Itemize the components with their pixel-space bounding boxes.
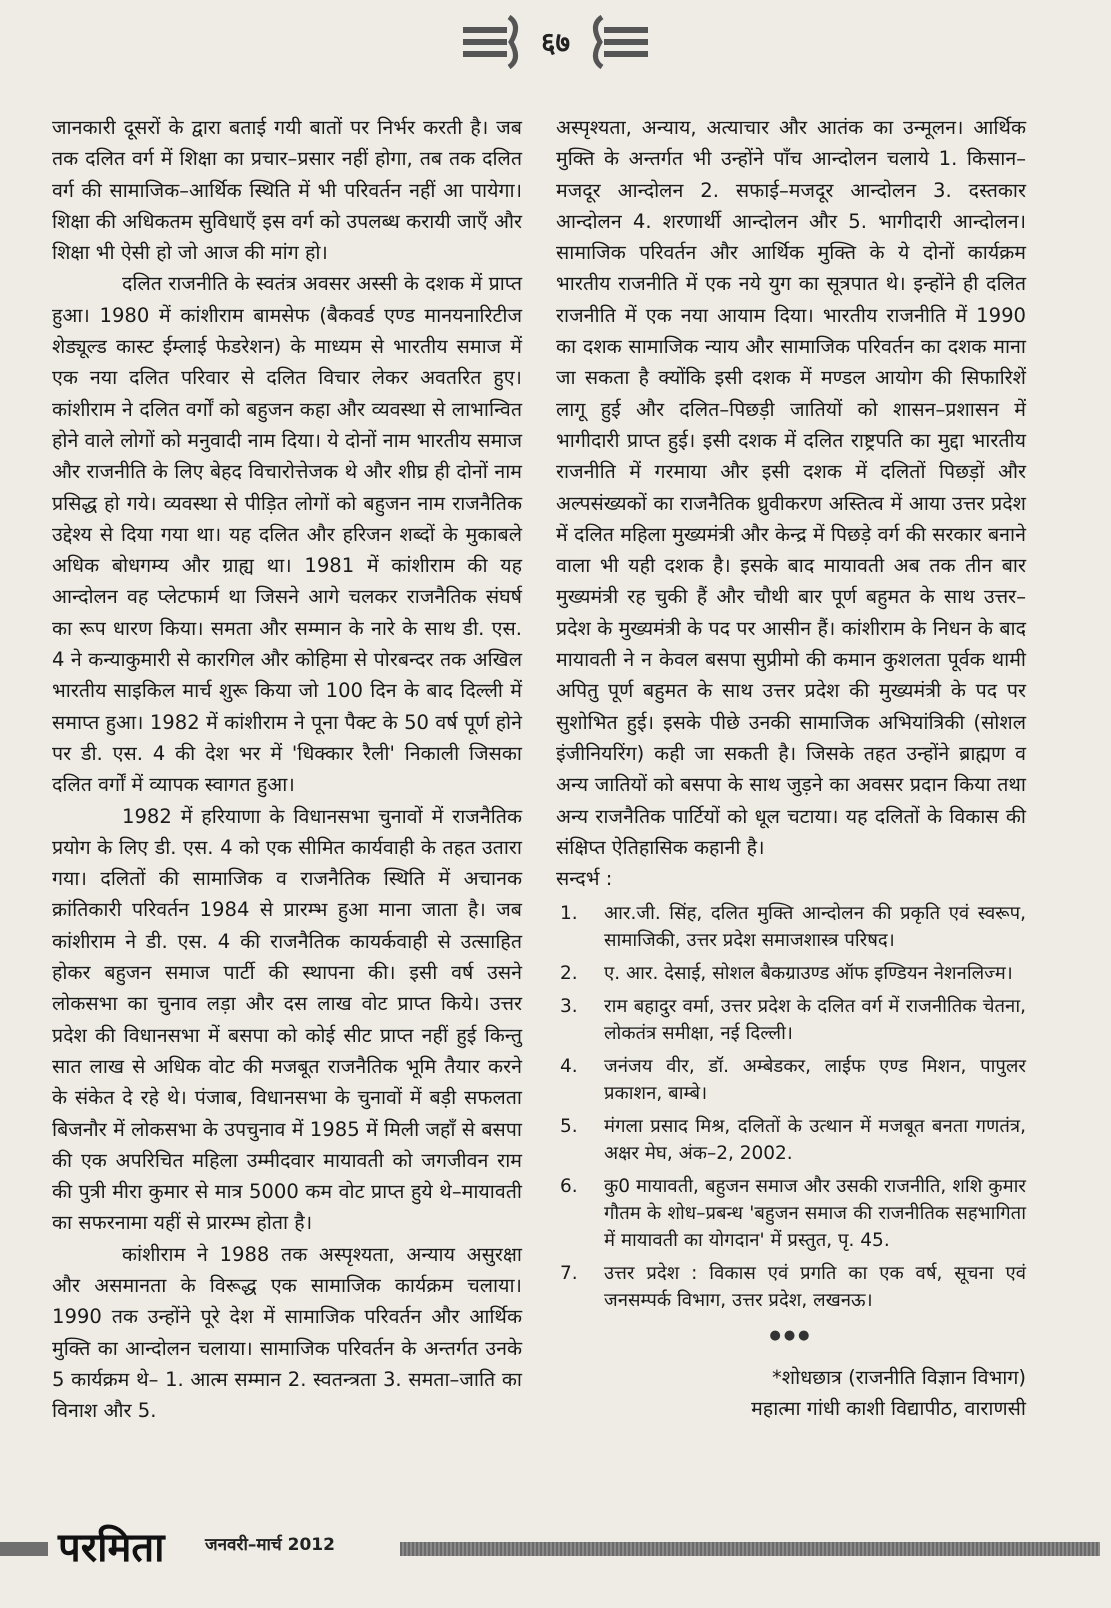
- page-footer: [0, 1512, 1111, 1572]
- author-line-1: *शोधछात्र (राजनीति विज्ञान विभाग): [772, 1365, 1026, 1389]
- reference-number: 1.: [560, 903, 578, 925]
- reference-text: मंगला प्रसाद मिश्र, दलितों के उत्थान में मजबूत बनता गणतंत्र, अक्षर मेघ, अंक–2, 2002.: [604, 1116, 1026, 1165]
- page-number: ६७: [540, 26, 571, 59]
- left-paragraph-3: 1982 में हरियाणा के विधानसभा चुनावों में राजनैतिक प्रयोग के लिए डी. एस. 4 को एक सीमित कार्यवाही के तहत उतारा गया। दलितों की सामाजिक व राजनैतिक स्थिति में अचानक क्रांतिकारी परिवर्तन 1984 से प्रारम्भ हुआ माना जाता है। जब कांशीराम ने डी. एस. 4 की राजनैतिक कायर्कवाही से उत्साहित होकर बहुजन समाज पार्टी की स्थापना की। इसी वर्ष उसने लोकसभा का चुनाव लड़ा और दस लाख वोट प्राप्त किये। उत्तर प्रदेश की विधानसभा में बसपा को कोई सीट प्राप्त नहीं हुई किन्तु सात लाख से अधिक वोट की मजबूत राजनैतिक भूमि तैयार करने के संकेत दे रहे थे। पंजाब, विधानसभा के चुनावों में बड़ी सफलता बिजनौर में लोकसभा के उपचुनाव में 1985 में मिली जहाँ से बसपा की एक अपरिचित महिला उम्मीदवार मायावती को जगजीवन राम की पुत्री मीरा कुमार से मात्र 5000 कम वोट प्राप्त हुये थे–मायावती का सफरनामा यहीं से प्रारम्भ होता है।: [52, 804, 522, 1235]
- reference-number: 6.: [560, 1176, 578, 1198]
- reference-item: [556, 993, 1026, 1047]
- right-ornament-icon: [580, 15, 650, 69]
- right-paragraph: अस्पृश्यता, अन्याय, अत्याचार और आतंक का उन्मूलन। आर्थिक मुक्ति के अन्तर्गत भी उन्होंने पाँच आन्दोलन चलाये 1. किसान– मजदूर आन्दोलन 2. सफाई–मजदूर आन्दोलन 3. दस्तकार आन्दोलन 4. शरणार्थी आन्दोलन और 5. भागीदारी आन्दोलन। सामाजिक परिवर्तन और आर्थिक मुक्ति के ये दोनों कार्यक्रम भारतीय राजनीति में एक नये युग का सूत्रपात थे। इन्होंने ही दलित राजनीति में एक नया आयाम दिया। भारतीय राजनीति में 1990 का दशक सामाजिक न्याय और सामाजिक परिवर्तन का दशक माना जा सकता है क्योंकि इसी दशक में मण्डल आयोग की सिफारिशें लागू हुई और दलित–पिछड़ी जातियों को शासन–प्रशासन में भागीदारी प्राप्त हुई। इसी दशक में दलित राष्ट्रपति का मुद्दा भारतीय राजनीति में गरमाया और इसी दशक में दलितों पिछड़ों और अल्पसंख्यकों का राजनैतिक ध्रुवीकरण अस्तित्व में आया उत्तर प्रदेश में दलित महिला मुख्यमंत्री और केन्द्र में पिछड़े वर्ग की सरकार बनाने वाला भी यही दशक है। इसके बाद मायावती अब तक तीन बार मुख्यमंत्री रह चुकी हैं और चौथी बार पूर्ण बहुमत के साथ उत्तर–प्रदेश के मुख्यमंत्री के पद पर आसीन हैं। कांशीराम के निधन के बाद मायावती ने न केवल बसपा सुप्रीमो की कमान कुशलता पूर्वक थामी अपितु पूर्ण बहुमत के साथ उत्तर प्रदेश की मुख्यमंत्री के पद पर सुशोभित हुई। इसके पीछे उनकी सामाजिक अभियांत्रिकी (सोशल इंजीनियरिंग) कही जा सकती है। जिसके तहत उन्होंने ब्राह्मण व अन्य जातियों को बसपा के साथ जुड़ने का अवसर प्रदान किया तथा अन्य राजनैतिक पार्टियों को धूल चटाया। यह दलितों के विकास की संक्षिप्त ऐतिहासिक कहानी है।: [556, 116, 1026, 859]
- right-column: [556, 112, 1026, 1424]
- left-paragraph-2: दलित राजनीति के स्वतंत्र अवसर अस्सी के दशक में प्राप्त हुआ। 1980 में कांशीराम बामसेफ (बैकवर्ड एण्ड मानयनारिटीज शेड्यूल्ड कास्ट ईम्लाई फेडरेशन) के माध्यम से भारतीय समाज में एक नया दलित परिवार से दलित विचार लेकर अवतरित हुए। कांशीराम ने दलित वर्गों को बहुजन कहा और व्यवस्था से लाभान्वित होने वाले लोगों को मनुवादी नाम दिया। ये दोनों नाम भारतीय समाज और राजनीति के लिए बेहद विचारोत्तेजक थे और शीघ्र ही दोनों नाम प्रसिद्ध हो गये। व्यवस्था से पीड़ित लोगों को बहुजन नाम राजनैतिक उद्देश्य से दिया गया था। यह दलित और हरिजन शब्दों के मुकाबले अधिक बोधगम्य और ग्राह्य था। 1981 में कांशीराम की यह आन्दोलन वह प्लेटफार्म था जिसने आगे चलकर राजनैतिक संघर्ष का रूप धारण किया। समता और सम्मान के नारे के साथ डी. एस. 4 ने कन्याकुमारी से कारगिल और कोहिमा से पोरबन्दर तक अखिल भारतीय साइकिल मार्च शुरू किया जो 100 दिन के बाद दिल्ली में समाप्त हुआ। 1982 में कांशीराम ने पूना पैक्ट के 50 वर्ष पूर्ण होने पर डी. एस. 4 की देश भर में 'धिक्कार रैली' निकाली जिसका दलित वर्गों में व्यापक स्वागत हुआ।: [52, 272, 522, 797]
- reference-number: 5.: [560, 1116, 578, 1138]
- reference-item: [556, 960, 1026, 987]
- left-ornament-icon: [461, 15, 531, 69]
- author-line-2: महात्मा गांधी काशी विद्यापीठ, वाराणसी: [751, 1396, 1026, 1420]
- reference-item: [556, 1113, 1026, 1167]
- reference-item: [556, 1053, 1026, 1107]
- magazine-title: परमिता: [58, 1524, 165, 1571]
- footer-bar-right: [400, 1542, 1100, 1556]
- footer-bar-left: [0, 1542, 48, 1556]
- left-paragraph-1: जानकारी दूसरों के द्वारा बताई गयी बातों पर निर्भर करती है। जब तक दलित वर्ग में शिक्षा का प्रचार–प्रसार नहीं होगा, तब तक दलित वर्ग की सामाजिक–आर्थिक स्थिति में भी परिवर्तन नहीं आ पायेगा। शिक्षा की अधिकतम सुविधाएँ इस वर्ग को उपलब्ध करायी जाएँ और शिक्षा भी ऐसी हो जो आज की मांग हो।: [52, 116, 522, 265]
- reference-item: [556, 1260, 1026, 1314]
- reference-number: 4.: [560, 1056, 578, 1078]
- reference-number: 3.: [560, 996, 578, 1018]
- reference-number: 2.: [560, 963, 578, 985]
- reference-text: कु0 मायावती, बहुजन समाज और उसकी राजनीति, शशि कुमार गौतम के शोध–प्रबन्ध 'बहुजन समाज की राजनीतिक सहभागिता में मायावती का योगदान' में प्रस्तुत, पृ. 45.: [604, 1176, 1026, 1252]
- reference-text: जनंजय वीर, डॉ. अम्बेडकर, लाईफ एण्ड मिशन, पापुलर प्रकाशन, बाम्बे।: [604, 1056, 1026, 1105]
- reference-text: ए. आर. देसाई, सोशल बैकग्राउण्ड ऑफ इण्डियन नेशनलिज्म।: [604, 963, 1013, 985]
- references-list: [556, 900, 1026, 1314]
- page-header: [0, 12, 1111, 72]
- reference-item: [556, 900, 1026, 954]
- magazine-issue: जनवरी–मार्च 2012: [205, 1535, 335, 1555]
- references-title: सन्दर्भ :: [556, 867, 613, 891]
- reference-item: [556, 1173, 1026, 1254]
- reference-text: राम बहादुर वर्मा, उत्तर प्रदेश के दलित वर्ग में राजनीतिक चेतना, लोकतंत्र समीक्षा, नई दिल्ली।: [604, 996, 1026, 1045]
- author-affiliation: [556, 1362, 1026, 1424]
- reference-number: 7.: [560, 1263, 578, 1285]
- left-column: [52, 112, 522, 1426]
- left-paragraph-4: कांशीराम ने 1988 तक अस्पृश्यता, अन्याय असुरक्षा और असमानता के विरूद्ध एक सामाजिक कार्यक्रम चलाया। 1990 तक उन्होंने पूरे देश में सामाजिक परिवर्तन और आर्थिक मुक्ति का आन्दोलन चलाया। सामाजिक परिवर्तन के अन्तर्गत उनके 5 कार्यक्रम थे– 1. आत्म सम्मान 2. स्वतन्त्रता 3. समता–जाति का विनाश और 5.: [52, 1242, 522, 1423]
- end-mark: ●●●: [769, 1328, 813, 1344]
- reference-text: आर.जी. सिंह, दलित मुक्ति आन्दोलन की प्रकृति एवं स्वरूप, सामाजिकी, उत्तर प्रदेश समाजशास्त्र परिषद।: [604, 903, 1026, 952]
- reference-text: उत्तर प्रदेश : विकास एवं प्रगति का एक वर्ष, सूचना एवं जनसम्पर्क विभाग, उत्तर प्रदेश, लखनऊ।: [604, 1263, 1026, 1312]
